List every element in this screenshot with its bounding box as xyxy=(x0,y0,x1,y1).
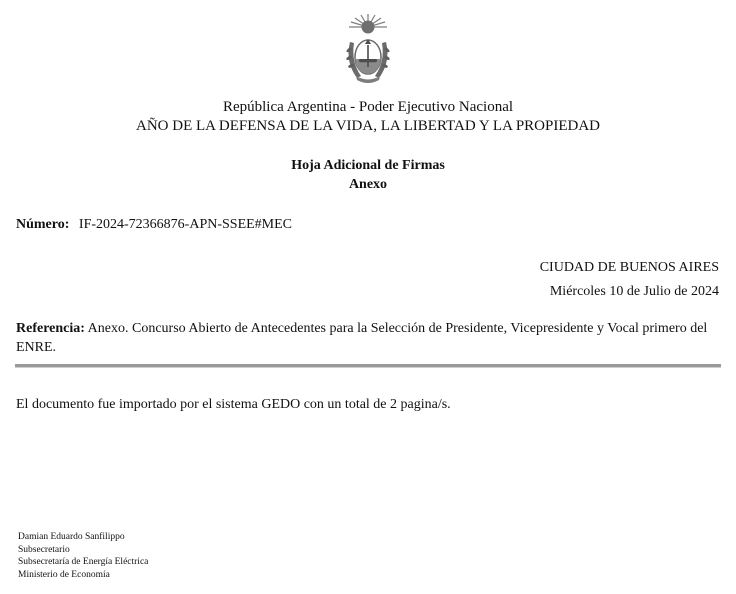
header-year-motto: AÑO DE LA DEFENSA DE LA VIDA, LA LIBERTAD Y LA PROPIEDAD xyxy=(135,118,600,134)
city: CIUDAD DE BUENOS AIRES xyxy=(539,260,719,275)
horizontal-divider xyxy=(15,364,721,368)
argentina-coat-of-arms-icon xyxy=(337,12,399,86)
reference-label: Referencia: xyxy=(16,321,85,336)
document-number-label: Número: xyxy=(16,217,70,232)
signer-ministry: Ministerio de Economía xyxy=(18,569,110,580)
document-number xyxy=(16,216,292,234)
signer-name: Damian Eduardo Sanfilippo xyxy=(18,532,125,542)
reference-text: Anexo. Concurso Abierto de Antecedentes para la Selección de Presidente, Vicepresidente y Vocal primero del ENRE. xyxy=(16,321,708,355)
signature-block xyxy=(18,531,148,581)
document-number-value: IF-2024-72366876-APN-SSEE#MEC xyxy=(78,217,293,232)
document-subtitle: Anexo xyxy=(348,177,388,192)
date: Miércoles 10 de Julio de 2024 xyxy=(549,284,719,299)
signer-role: Subsecretario xyxy=(18,544,70,555)
body-text: El documento fue importado por el sistema GEDO con un total de 2 pagina/s. xyxy=(16,397,451,412)
header-institution: República Argentina - Poder Ejecutivo Nacional xyxy=(222,99,514,115)
reference xyxy=(16,319,716,357)
document-title: Hoja Adicional de Firmas xyxy=(291,158,445,173)
signer-unit: Subsecretaría de Energía Eléctrica xyxy=(18,557,149,567)
